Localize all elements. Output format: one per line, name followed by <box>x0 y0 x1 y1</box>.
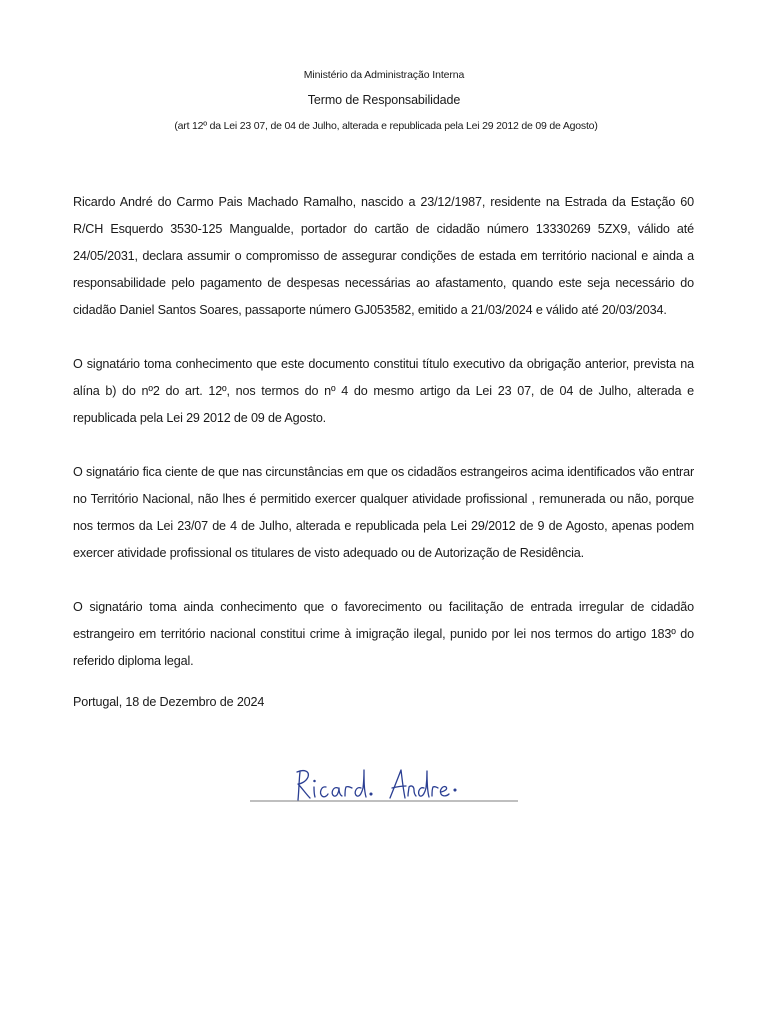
document-body <box>73 189 694 675</box>
paragraph-illegal-immigration: O signatário toma ainda conhecimento que o favorecimento ou facilitação de entrada irregular de cidadão estrangeiro em território nacional constitui crime à imigração ilegal, punido por lei nos termos do artigo 183º do referido diploma legal. <box>73 600 694 668</box>
document-title: Termo de Responsabilidade <box>307 93 461 107</box>
paragraph-declaration: Ricardo André do Carmo Pais Machado Ramalho, nascido a 23/12/1987, residente na Estrada da Estação 60 R/CH Esquerdo 3530-125 Mangualde, portador do cartão de cidadão número 13330269 5ZX9, válido até 24/05/2031, declara assumir o compromisso de assegurar condições de estada em território nacional e ainda a responsabilidade pelo pagamento de despesas necessárias ao afastamento, quando este seja necessário do cidadão Daniel Santos Soares, passaporte número GJ053582, emitido a 21/03/2024 e válido até 20/03/2034. <box>73 195 694 317</box>
signature-block <box>248 760 528 810</box>
paragraph-executive-title: O signatário toma conhecimento que este documento constitui título executivo da obrigação anterior, prevista na alína b) do nº2 do art. 12º, nos termos do nº 4 do mesmo artigo da Lei 23 07, de 04 de Julho, alterada e republicada pela Lei 29 2012 de 09 de Agosto. <box>73 357 694 425</box>
document-subtitle: (art 12º da Lei 23 07, de 04 de Julho, alterada e republicada pela Lei 29 2012 de 09 de Agosto) <box>174 120 598 132</box>
handwritten-signature <box>248 760 528 810</box>
place-and-date: Portugal, 18 de Dezembro de 2024 <box>73 695 265 709</box>
paragraph-work-restriction: O signatário fica ciente de que nas circunstâncias em que os cidadãos estrangeiros acima identificados vão entrar no Território Nacional, não lhes é permitido exercer qualquer atividade profissional , remunerada ou não, porque nos termos da Lei 23/07 de 4 de Julho, alterada e republicada pela Lei 29/2012 de 9 de Agosto, apenas podem exercer atividade profissional os titulares de visto adequado ou de Autorização de Residência. <box>73 465 694 560</box>
ministry-name: Ministério da Administração Interna <box>303 69 465 81</box>
signature-ink <box>297 770 456 800</box>
